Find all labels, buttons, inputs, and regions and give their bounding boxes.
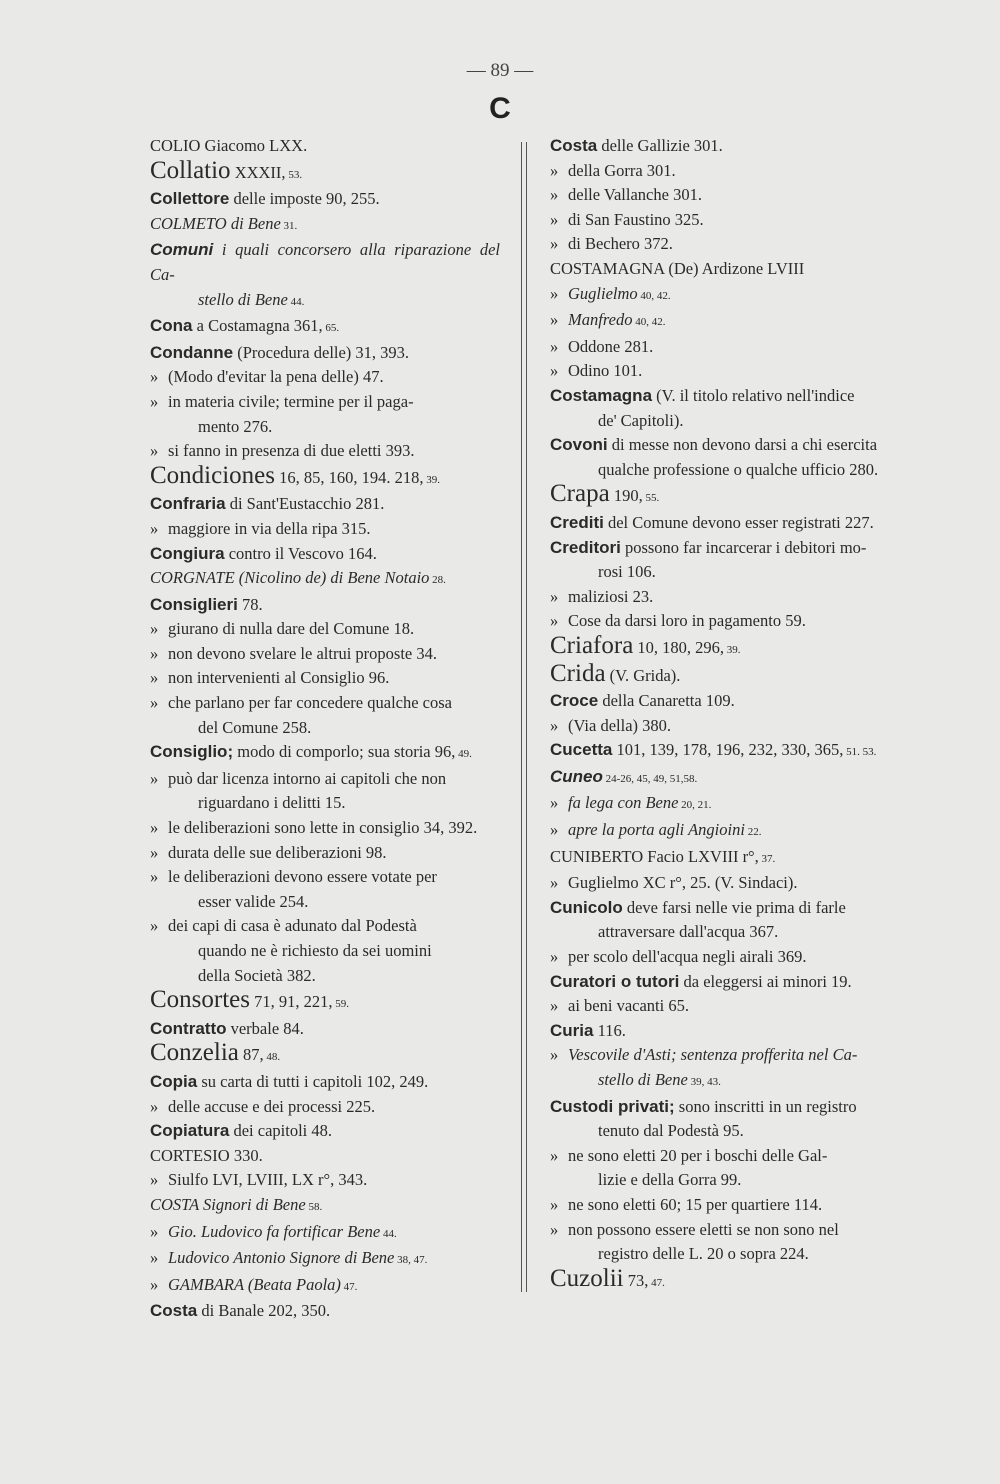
entry-page-ref: 38, 47. bbox=[394, 1254, 428, 1267]
index-entry bbox=[150, 1193, 500, 1220]
entry-text: di San Faustino 325. bbox=[568, 209, 704, 229]
entry-headword: Crapa bbox=[550, 480, 610, 508]
entry-page-ref: 22. bbox=[744, 826, 762, 839]
entry-text: 101, 139, 178, 196, 232, 330, 365, bbox=[612, 740, 844, 760]
entry-text: (Via della) 380. bbox=[568, 715, 672, 735]
entry-continuation bbox=[568, 1068, 902, 1095]
entry-text: 116. bbox=[593, 1020, 626, 1040]
entry-text: Siulfo LVI, LVIII, LX r°, 343. bbox=[168, 1170, 368, 1190]
index-entry bbox=[150, 1144, 500, 1169]
entry-page-ref: 37. bbox=[758, 852, 776, 865]
index-subentry bbox=[550, 994, 902, 1019]
entry-text: le deliberazioni devono essere votate per bbox=[168, 867, 437, 887]
entry-page-ref: 28. bbox=[429, 574, 446, 587]
index-entry bbox=[550, 738, 902, 765]
index-entry bbox=[150, 1299, 500, 1324]
entry-headword: Criafora bbox=[550, 631, 634, 659]
entry-continuation bbox=[550, 409, 902, 434]
continuation-text: quando ne è richiesto da sei uomini bbox=[198, 941, 432, 960]
entry-continuation bbox=[568, 1242, 902, 1267]
entry-page-ref: 58. bbox=[305, 1200, 323, 1213]
entry-text: ai beni vacanti 65. bbox=[568, 996, 689, 1016]
index-entry bbox=[550, 970, 902, 995]
entry-text: 78. bbox=[237, 594, 263, 614]
entry-text: 16, 85, 160, 194. 218, bbox=[275, 467, 424, 487]
entry-continuation bbox=[168, 415, 500, 440]
continuation-text: de' Capitoli). bbox=[598, 410, 684, 430]
index-entry bbox=[150, 988, 500, 1017]
entry-page-ref: 47. bbox=[648, 1276, 665, 1289]
continuation-text: stello di Bene bbox=[598, 1069, 688, 1089]
entry-text: maggiore in via della ripa 315. bbox=[168, 518, 371, 538]
entry-headword: CORTESIO bbox=[150, 1145, 230, 1165]
entry-text: maliziosi 23. bbox=[568, 586, 654, 606]
index-subentry bbox=[150, 865, 500, 914]
entry-headword: Costa bbox=[550, 136, 598, 155]
entry-text: (V. Grida). bbox=[605, 666, 681, 686]
entry-text: Manfredo bbox=[568, 310, 633, 330]
entry-headword: Curia bbox=[550, 1020, 594, 1040]
entry-text: (Procedura delle) 31, 393. bbox=[233, 342, 410, 362]
entry-text: per scolo dell'acqua negli airali 369. bbox=[568, 947, 807, 966]
entry-text: non possono essere eletti se non sono nel bbox=[568, 1219, 839, 1239]
entry-headword: Consortes bbox=[150, 986, 250, 1014]
entry-text: giurano di nulla dare del Comune 18. bbox=[168, 619, 415, 639]
entry-text: 10, 180, 296, bbox=[633, 637, 725, 657]
index-entry bbox=[550, 1095, 902, 1144]
entry-headword: Congiura bbox=[150, 543, 225, 563]
index-entry bbox=[150, 314, 500, 341]
entry-text: possono far incarcerar i debitori mo- bbox=[620, 537, 867, 557]
entry-text: (De) Ardizone LVIII bbox=[664, 258, 805, 278]
index-subentry bbox=[150, 1246, 500, 1273]
index-subentry bbox=[150, 691, 500, 740]
index-subentry bbox=[150, 841, 500, 866]
entry-page-ref: 53. bbox=[285, 168, 303, 181]
continuation-text: rosi 106. bbox=[598, 562, 656, 582]
entry-headword: Comuni bbox=[150, 240, 214, 260]
continuation-text: stello di Bene bbox=[198, 289, 288, 309]
entry-text: può dar licenza intorno ai capitoli che non bbox=[168, 768, 447, 788]
entry-text: Cose da darsi loro in pagamento 59. bbox=[568, 611, 806, 631]
entry-text: XXXII, bbox=[230, 162, 286, 182]
entry-text: della Gorra 301. bbox=[568, 160, 676, 180]
entry-headword: Conzelia bbox=[150, 1039, 239, 1067]
entry-text: su carta di tutti i capitoli 102, 249. bbox=[197, 1071, 429, 1091]
index-subentry bbox=[150, 390, 500, 439]
entry-text: (Nicolino de) di Bene Notaio bbox=[234, 568, 430, 588]
entry-text: Guglielmo XC r°, 25. (V. Sindaci). bbox=[568, 873, 798, 893]
entry-text: 87, bbox=[238, 1045, 264, 1065]
index-entry bbox=[150, 341, 500, 366]
entry-page-ref: 20, 21. bbox=[678, 799, 712, 812]
index-entry bbox=[550, 896, 902, 945]
entry-page-ref: 49. bbox=[455, 748, 472, 761]
entry-text: apre la porta agli Angioini bbox=[568, 820, 745, 840]
entry-text: di Bene bbox=[226, 213, 281, 233]
index-entry bbox=[550, 765, 902, 792]
entry-text: ne sono eletti 60; 15 per quartiere 114. bbox=[568, 1194, 823, 1214]
index-subentry bbox=[150, 439, 500, 464]
entry-headword: Crida bbox=[550, 660, 606, 688]
entry-text: non intervenienti al Consiglio 96. bbox=[168, 668, 390, 688]
entry-headword: Confraria bbox=[150, 494, 226, 514]
entry-text: modo di comporlo; sua storia 96, bbox=[233, 742, 456, 762]
index-entry bbox=[150, 1119, 500, 1144]
index-entry bbox=[150, 212, 500, 239]
index-entry bbox=[150, 1070, 500, 1095]
index-entry bbox=[550, 257, 902, 282]
entry-headword: Collatio bbox=[150, 156, 231, 184]
entry-headword: Cuneo bbox=[550, 766, 603, 786]
entry-text: di Banale 202, 350. bbox=[197, 1301, 331, 1321]
continuation-text: esser valide 254. bbox=[198, 891, 309, 911]
entry-page-ref: 40, 42. bbox=[632, 316, 666, 329]
entry-page-ref: 65. bbox=[322, 322, 340, 335]
entry-page-ref: 44. bbox=[380, 1227, 397, 1240]
continuation-text: qualche professione o qualche ufficio 280. bbox=[598, 459, 879, 479]
index-subentry bbox=[150, 642, 500, 667]
index-subentry bbox=[150, 666, 500, 691]
index-subentry bbox=[550, 609, 902, 634]
index-subentry bbox=[150, 1168, 500, 1193]
index-entry bbox=[550, 1264, 902, 1296]
index-entry bbox=[550, 536, 902, 585]
index-entry bbox=[150, 461, 500, 493]
entry-continuation bbox=[168, 939, 500, 964]
index-subentry bbox=[150, 365, 500, 390]
entry-headword: Costamagna bbox=[550, 385, 653, 405]
entry-headword: Costa bbox=[150, 1301, 198, 1321]
continuation-text: registro delle L. 20 o sopra 224. bbox=[598, 1244, 809, 1264]
index-subentry bbox=[550, 308, 902, 335]
index-entry bbox=[150, 740, 500, 767]
entry-text: si fanno in presenza di due eletti 393. bbox=[168, 441, 415, 461]
entry-text: GAMBARA (Beata Paola) bbox=[168, 1274, 341, 1294]
index-entry bbox=[150, 1041, 500, 1070]
index-subentry bbox=[550, 791, 902, 818]
entry-headword: COSTA bbox=[150, 1194, 199, 1214]
entry-text: 330. bbox=[229, 1145, 263, 1165]
entry-text: Oddone 281. bbox=[568, 336, 654, 356]
entry-headword: Crediti bbox=[550, 512, 604, 532]
index-subentry bbox=[150, 617, 500, 642]
index-subentry bbox=[550, 208, 902, 233]
entry-text: fa lega con Bene bbox=[568, 793, 679, 813]
entry-page-ref: 31. bbox=[280, 219, 298, 232]
entry-headword: COSTAMAGNA bbox=[550, 258, 665, 278]
entry-text: le deliberazioni sono lette in consiglio 34, 392. bbox=[168, 818, 478, 838]
entry-continuation bbox=[168, 890, 500, 915]
entry-text: sono inscritti in un registro bbox=[674, 1096, 857, 1116]
entry-continuation bbox=[150, 288, 500, 315]
entry-text: Ludovico Antonio Signore di Bene bbox=[168, 1248, 395, 1268]
entry-text: non devono svelare le altrui proposte 34. bbox=[168, 643, 437, 663]
continuation-text: del Comune 258. bbox=[198, 717, 312, 737]
index-column-left bbox=[150, 134, 500, 1324]
index-subentry bbox=[550, 585, 902, 610]
entry-headword: Consiglio; bbox=[150, 742, 234, 762]
entry-headword: Cucetta bbox=[550, 740, 613, 760]
entry-text: (Modo d'evitar la pena delle) 47. bbox=[168, 367, 384, 387]
entry-text: i quali concorsero alla riparazione del Ca- bbox=[150, 240, 500, 284]
entry-text: a Costamagna 361, bbox=[192, 316, 323, 336]
entry-headword: Collettore bbox=[150, 189, 230, 209]
entry-text: in materia civile; termine per il paga- bbox=[168, 391, 414, 411]
index-entry bbox=[150, 156, 500, 188]
entry-text: (V. il titolo relativo nell'indice bbox=[652, 385, 855, 405]
index-subentry bbox=[550, 159, 902, 184]
index-entry bbox=[150, 1017, 500, 1042]
entry-headword: Condanne bbox=[150, 342, 234, 362]
entry-headword: Cuzolii bbox=[550, 1264, 624, 1292]
entry-text: Giacomo LXX. bbox=[200, 136, 308, 155]
continuation-text: riguardano i delitti 15. bbox=[198, 793, 346, 813]
entry-continuation bbox=[168, 716, 500, 741]
entry-text: da eleggersi ai minori 19. bbox=[679, 971, 852, 991]
index-entry bbox=[550, 662, 902, 689]
index-entry bbox=[550, 384, 902, 433]
entry-page-ref: 48. bbox=[263, 1051, 281, 1064]
entry-text: delle Vallanche 301. bbox=[568, 185, 702, 205]
entry-text: dei capi di casa è adunato dal Podestà bbox=[168, 916, 417, 936]
section-letter: C bbox=[489, 92, 511, 125]
index-subentry bbox=[550, 359, 902, 384]
entry-text: 73, bbox=[623, 1270, 649, 1290]
index-subentry bbox=[550, 945, 902, 970]
entry-headword: Cunicolo bbox=[550, 897, 623, 917]
entry-text: 190, bbox=[609, 486, 643, 506]
index-subentry bbox=[550, 871, 902, 896]
index-entry bbox=[150, 238, 500, 314]
index-entry bbox=[550, 631, 902, 663]
entry-continuation bbox=[550, 458, 902, 483]
entry-continuation bbox=[568, 1168, 902, 1193]
continuation-text: tenuto dal Podestà 95. bbox=[598, 1121, 744, 1141]
entry-headword: COLMETO bbox=[150, 213, 227, 233]
index-entry bbox=[150, 492, 500, 517]
entry-text: del Comune devono esser registrati 227. bbox=[603, 512, 874, 532]
entry-page-ref: 39, 43. bbox=[687, 1075, 721, 1088]
entry-text: delle Gallizie 301. bbox=[597, 136, 723, 155]
entry-page-ref: 55. bbox=[642, 492, 660, 505]
index-subentry bbox=[150, 1220, 500, 1247]
entry-headword: Condiciones bbox=[150, 461, 275, 489]
entry-headword: Croce bbox=[550, 691, 599, 711]
index-entry bbox=[150, 134, 500, 159]
index-subentry bbox=[150, 816, 500, 841]
index-subentry bbox=[550, 1043, 902, 1094]
entry-text: di Bechero 372. bbox=[568, 234, 673, 254]
entry-headword: Contratto bbox=[150, 1018, 227, 1038]
entry-text: deve farsi nelle vie prima di farle bbox=[622, 897, 846, 917]
continuation-text: lizie e della Gorra 99. bbox=[598, 1170, 742, 1190]
index-subentry bbox=[150, 1095, 500, 1120]
entry-text: Signori di Bene bbox=[198, 1194, 306, 1214]
index-subentry bbox=[550, 714, 902, 739]
index-entry bbox=[550, 511, 902, 536]
entry-headword: CORGNATE bbox=[150, 568, 235, 588]
index-entry bbox=[550, 482, 902, 511]
index-subentry bbox=[550, 282, 902, 309]
index-subentry bbox=[550, 1218, 902, 1267]
index-subentry bbox=[550, 1193, 902, 1218]
entry-headword: Consiglieri bbox=[150, 594, 238, 614]
entry-headword: Cona bbox=[150, 316, 193, 336]
entry-text: contro il Vescovo 164. bbox=[224, 543, 377, 563]
entry-page-ref: 59. bbox=[332, 998, 349, 1011]
entry-text: di messe non devono darsi a chi esercita bbox=[607, 435, 878, 455]
entry-text: Vescovile d'Asti; sentenza profferita nel Ca- bbox=[568, 1045, 858, 1065]
index-entry bbox=[550, 845, 902, 872]
column-divider bbox=[521, 142, 527, 1292]
entry-page-ref: 47. bbox=[340, 1280, 358, 1293]
page-number: — 89 — bbox=[466, 60, 534, 81]
entry-text: 71, 91, 221, bbox=[250, 992, 333, 1012]
entry-text: durata delle sue deliberazioni 98. bbox=[168, 842, 387, 862]
entry-headword: Creditori bbox=[550, 537, 621, 557]
entry-headword: Covoni bbox=[550, 435, 608, 455]
entry-text: della Canaretta 109. bbox=[598, 691, 735, 711]
entry-page-ref: 51. 53. bbox=[843, 746, 877, 759]
index-entry bbox=[150, 566, 500, 593]
entry-page-ref: 40, 42. bbox=[637, 289, 671, 302]
entry-text: verbale 84. bbox=[226, 1018, 304, 1038]
index-subentry bbox=[550, 335, 902, 360]
entry-text: delle accuse e dei processi 225. bbox=[168, 1096, 376, 1116]
continuation-text: attraversare dall'acqua 367. bbox=[598, 922, 779, 942]
index-column-right bbox=[550, 134, 902, 1295]
entry-headword: Curatori o tutori bbox=[550, 971, 680, 991]
entry-page-ref: 24-26, 45, 49, 51,58. bbox=[602, 772, 698, 785]
entry-continuation: della Società 382. bbox=[198, 965, 316, 985]
entry-headword: Custodi privati; bbox=[550, 1096, 675, 1116]
index-entry bbox=[550, 433, 902, 482]
index-subentry bbox=[550, 232, 902, 257]
entry-text: che parlano per far concedere qualche cosa bbox=[168, 693, 452, 713]
index-subentry bbox=[150, 1273, 500, 1300]
index-entry bbox=[150, 542, 500, 567]
entry-text: Gio. Ludovico fa fortificar Bene bbox=[168, 1221, 381, 1241]
entry-continuation bbox=[550, 560, 902, 585]
index-entry bbox=[150, 187, 500, 212]
entry-headword: Copia bbox=[150, 1071, 198, 1091]
entry-continuation bbox=[550, 1119, 902, 1144]
entry-text: Guglielmo bbox=[568, 283, 638, 303]
continuation-text: mento 276. bbox=[198, 416, 273, 436]
index-subentry bbox=[150, 767, 500, 816]
entry-page-ref: 39. bbox=[724, 643, 741, 656]
entry-text: Odino 101. bbox=[568, 361, 643, 381]
entry-headword: CUNIBERTO bbox=[550, 846, 644, 866]
index-subentry bbox=[150, 914, 500, 988]
index-subentry bbox=[550, 183, 902, 208]
index-subentry bbox=[550, 818, 902, 845]
index-subentry bbox=[150, 517, 500, 542]
entry-headword: Copiatura bbox=[150, 1121, 230, 1141]
index-entry bbox=[150, 593, 500, 618]
entry-text: dei capitoli 48. bbox=[229, 1121, 332, 1141]
entry-continuation bbox=[550, 920, 902, 945]
entry-text: Facio LXVIII r°, bbox=[643, 846, 759, 866]
index-subentry bbox=[550, 1144, 902, 1193]
entry-page-ref: 44. bbox=[287, 295, 305, 308]
entry-text: ne sono eletti 20 per i boschi delle Gal- bbox=[568, 1145, 828, 1165]
entry-continuation bbox=[168, 791, 500, 816]
entry-text: di Sant'Eustacchio 281. bbox=[225, 494, 385, 514]
entry-text: delle imposte 90, 255. bbox=[229, 189, 380, 209]
index-entry bbox=[550, 134, 902, 159]
entry-headword: COLIO bbox=[150, 136, 201, 155]
entry-page-ref: 39. bbox=[423, 473, 440, 486]
index-entry bbox=[550, 1019, 902, 1044]
index-entry bbox=[550, 689, 902, 714]
